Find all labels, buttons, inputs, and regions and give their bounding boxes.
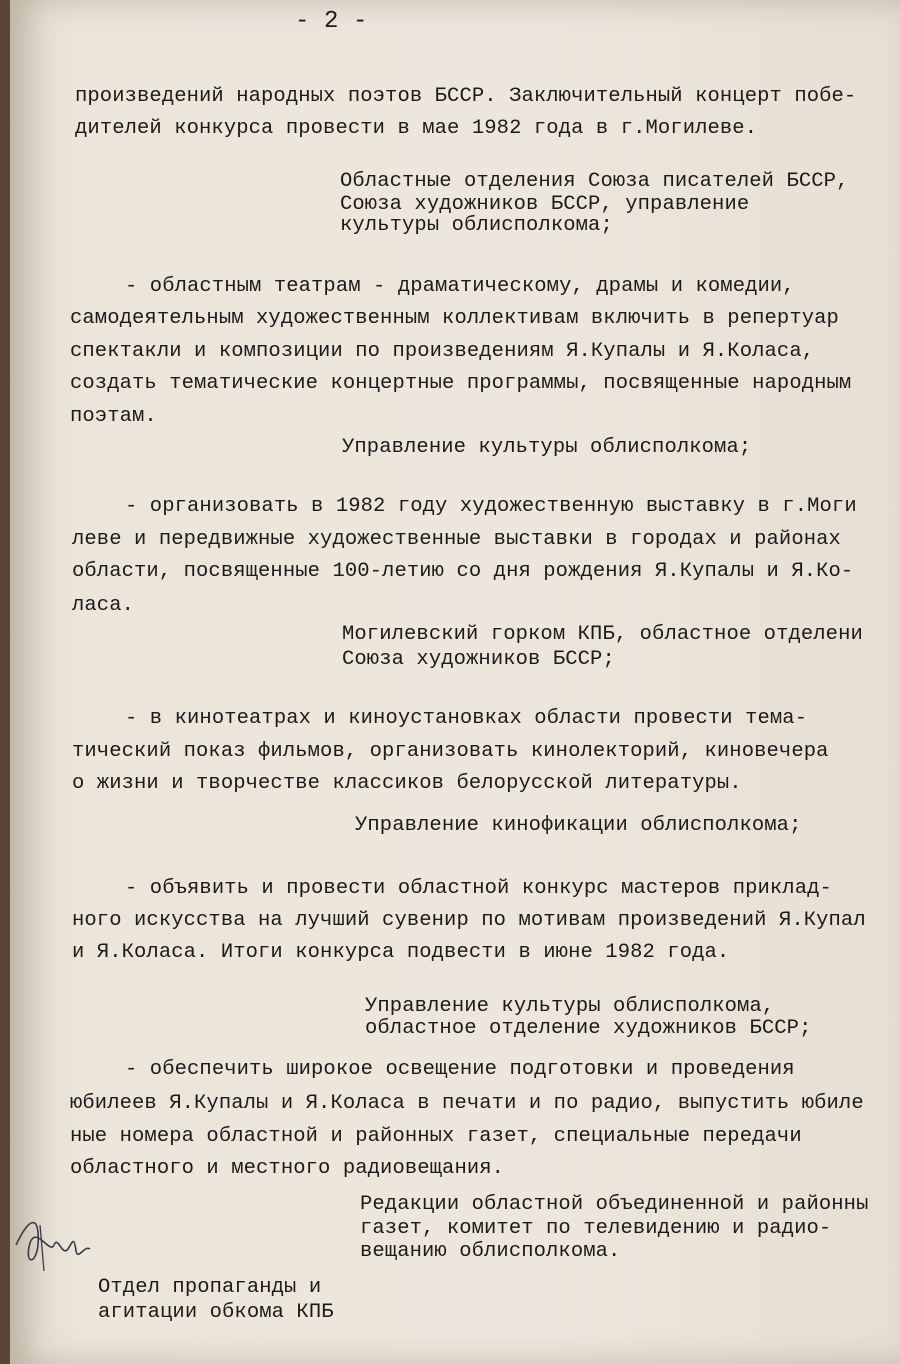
text-line: - организовать в 1982 году художественную выставку в г.Моги [125, 495, 857, 518]
text-line: - обеспечить широкое освещение подготовки и проведения [125, 1058, 795, 1081]
footer-line: Отдел пропаганды и [98, 1276, 322, 1299]
page-number: - 2 - [295, 8, 368, 35]
document-page [10, 0, 900, 1364]
text-line: области, посвященные 100-летию со дня рождения Я.Купалы и Я.Ко- [72, 560, 854, 583]
responsible-line: Управление кинофикации облисполкома; [355, 814, 802, 837]
text-line: - в кинотеатрах и киноустановках области провести тема- [125, 707, 808, 730]
text-line: - областным театрам - драматическому, драмы и комедии, [125, 275, 795, 298]
text-line: ласа. [72, 594, 135, 617]
responsible-line: Управление культуры облисполкома, [365, 995, 775, 1018]
responsible-line: газет, комитет по телевидению и радио- [360, 1217, 832, 1240]
text-line: дителей конкурса провести в мае 1982 года в г.Могилеве. [75, 117, 758, 140]
text-line: создать тематические концертные программы, посвященные народным [70, 372, 852, 395]
text-line: ного искусства на лучший сувенир по мотивам произведений Я.Купал [72, 909, 866, 932]
text-line: поэтам. [70, 405, 157, 428]
text-line: о жизни и творчестве классиков белорусской литературы. [72, 772, 742, 795]
responsible-line: Союза художников БССР; [342, 648, 615, 671]
responsible-line: областное отделение художников БССР; [365, 1017, 812, 1040]
responsible-line: вещанию облисполкома. [360, 1240, 621, 1263]
text-line: произведений народных поэтов БССР. Заключительный концерт побе- [75, 85, 857, 108]
text-line: ные номера областной и районных газет, специальные передачи [70, 1125, 802, 1148]
text-line: леве и передвижные художественные выставки в городах и районах [72, 528, 841, 551]
responsible-line: Управление культуры облисполкома; [342, 436, 752, 459]
text-line: тический показ фильмов, организовать кинолекторий, киновечера [72, 740, 829, 763]
text-line: областного и местного радиовещания. [70, 1157, 505, 1180]
responsible-line: Могилевский горком КПБ, областное отделени [342, 623, 863, 646]
footer-line: агитации обкома КПБ [98, 1301, 334, 1324]
text-line: и Я.Коласа. Итоги конкурса подвести в июне 1982 года. [72, 941, 730, 964]
responsible-line: культуры облисполкома; [340, 214, 613, 237]
handwritten-signature [10, 1205, 100, 1285]
responsible-line: Союза художников БССР, управление [340, 193, 750, 216]
text-line: самодеятельным художественным коллективам включить в репертуар [70, 307, 839, 330]
text-line: - объявить и провести областной конкурс мастеров приклад- [125, 877, 832, 900]
text-line: спектакли и композиции по произведениям Я.Купалы и Я.Коласа, [70, 340, 815, 363]
text-line: юбилеев Я.Купалы и Я.Коласа в печати и по радио, выпустить юбиле [70, 1092, 864, 1115]
responsible-line: Редакции областной объединенной и районны [360, 1193, 869, 1216]
responsible-line: Областные отделения Союза писателей БССР, [340, 170, 849, 193]
